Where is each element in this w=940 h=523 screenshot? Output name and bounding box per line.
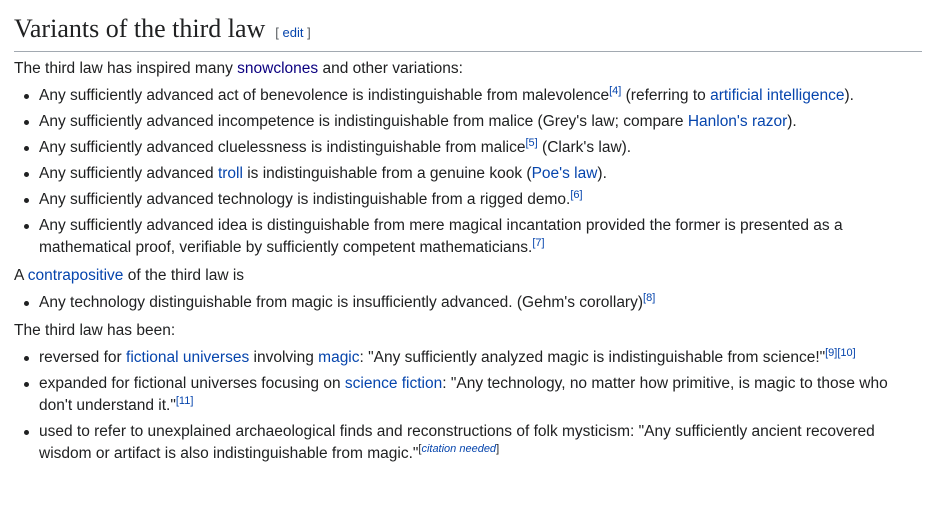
list-item: Any sufficiently advanced act of benevolence is indistinguishable from malevolence[4] (referring to artificial intelligence). bbox=[39, 85, 922, 107]
edit-link[interactable]: edit bbox=[282, 25, 304, 40]
contrapositive-link[interactable]: contrapositive bbox=[27, 267, 124, 284]
fictional-universes-link[interactable]: fictional universes bbox=[126, 349, 250, 366]
troll-link[interactable]: troll bbox=[217, 165, 243, 182]
intro-paragraph: The third law has inspired many snowclones and other variations: bbox=[14, 60, 463, 77]
list-item: used to refer to unexplained archaeological finds and reconstructions of folk mysticism: "Any sufficiently ancient recovered wisdom or artifact is also indistinguishable from magic."[citation needed] bbox=[39, 421, 922, 465]
snowclones-link[interactable]: snowclones bbox=[237, 60, 319, 77]
reference bbox=[825, 347, 856, 359]
list-item: Any sufficiently advanced troll is indistinguishable from a genuine kook (Poe's law). bbox=[39, 163, 922, 185]
reference-link[interactable]: [11] bbox=[175, 394, 194, 407]
citation-needed-link[interactable]: citation needed bbox=[421, 442, 497, 455]
citation-needed: [citation needed] bbox=[418, 442, 500, 455]
list-item: expanded for fictional universes focusing on science fiction: "Any technology, no matter how primitive, is magic to those who don't understand it."[11] bbox=[39, 373, 922, 417]
been-paragraph: The third law has been: bbox=[14, 322, 176, 339]
list-item: Any sufficiently advanced incompetence is indistinguishable from malice (Grey's law; compare Hanlon's razor). bbox=[39, 111, 922, 133]
list-item: Any sufficiently advanced cluelessness is indistinguishable from malice[5] (Clark's law). bbox=[39, 137, 922, 159]
section-heading bbox=[14, 14, 922, 52]
list-item: Any sufficiently advanced idea is distinguishable from mere magical incantation provided the former is presented as a mathematical proof, verifiable by sufficiently competent mathematicians.[7] bbox=[39, 215, 922, 259]
been-list bbox=[14, 347, 922, 465]
magic-link[interactable]: magic bbox=[318, 349, 360, 366]
reference-link[interactable]: [8] bbox=[643, 291, 656, 304]
reference-link[interactable]: [7] bbox=[532, 236, 545, 249]
science-fiction-link[interactable]: science fiction bbox=[344, 375, 443, 392]
reference-link[interactable]: [5] bbox=[525, 136, 538, 149]
list-item: Any technology distinguishable from magic is insufficiently advanced. (Gehm's corollary)[8] bbox=[39, 292, 922, 314]
contrapositive-paragraph: A contrapositive of the third law is bbox=[14, 267, 245, 284]
reference-link[interactable]: [6] bbox=[570, 188, 583, 201]
reference-link[interactable]: [4] bbox=[609, 84, 622, 97]
hanlons-razor-link[interactable]: Hanlon's razor bbox=[687, 113, 788, 130]
reference bbox=[526, 137, 538, 149]
section-title: Variants of the third law bbox=[14, 14, 266, 43]
list-item: Any sufficiently advanced technology is indistinguishable from a rigged demo.[6] bbox=[39, 189, 922, 211]
list-item: reversed for fictional universes involving magic: "Any sufficiently analyzed magic is indistinguishable from science!"[9][10] bbox=[39, 347, 922, 369]
contrapositive-list bbox=[14, 292, 922, 314]
reference bbox=[570, 189, 582, 201]
reference bbox=[609, 85, 621, 97]
artificial-intelligence-link[interactable]: artificial intelligence bbox=[710, 87, 845, 104]
reference bbox=[176, 395, 194, 407]
reference bbox=[532, 237, 544, 249]
poes-law-link[interactable]: Poe's law bbox=[531, 165, 598, 182]
reference bbox=[643, 292, 655, 304]
edit-section: [ edit ] bbox=[275, 25, 311, 40]
variants-list bbox=[14, 85, 922, 259]
reference-link[interactable]: [10] bbox=[837, 346, 856, 359]
reference-link[interactable]: [9] bbox=[825, 346, 838, 359]
